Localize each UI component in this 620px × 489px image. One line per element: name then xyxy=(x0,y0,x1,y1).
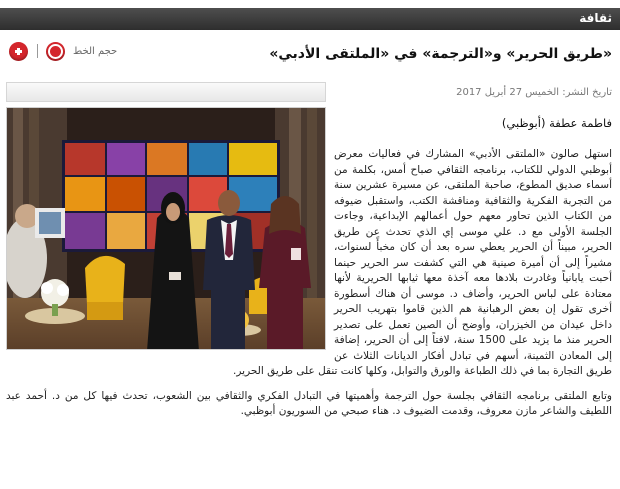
font-size-label: حجم الخط xyxy=(73,45,118,57)
photo-wrap-spacer xyxy=(6,147,334,358)
minus-circle-icon[interactable] xyxy=(46,42,65,61)
section-header-bar xyxy=(0,8,620,30)
article-headline: «طريق الحرير» و«الترجمة» في «الملتقى الأدبي» xyxy=(269,46,612,62)
article-author: فاطمة عطفة (أبوظبي) xyxy=(501,116,612,130)
publish-date: تاريخ النشر: الخميس 27 أبريل 2017 xyxy=(456,87,612,98)
font-size-controls xyxy=(9,41,117,61)
article-paragraph: استهل صالون «الملتقى الأدبي» المشارك في فعاليات معرض أبوظبي الدولي للكتاب، برنامجه الثقافي صباح أمس، بكلمة من أسماء صديق المطوع، صاحبة الملتقى، عن مسيرة عشرين سنة من التجربة الفكرية والثقافية ومناقشة الكتب، واستقبل ضيوفه من الكتاب الذين تحاور معهم حول أعمالهم الإبداعية، وجاءت الجلسة الأولى مع د. علي موسى إي الذي تحدث عن طريق الحرير، مبيناً أن الحرير يعطي سره بعد أن كان مخبأً لسنوات، مشيراً إلى أن أميرة صينية هي التي كشفت سر الحرير حينما أحبت يابانياً وغادرت بلادها معه آخذة معها ثيابها الحريرية لأنها معتادة على لباس الحرير، وأضاف د. موسى أن هناك أسطورة أخرى تقول إن بعض الرهبانية هم الذين قاموا بتهريب الحرير داخل عيدان من الخيزران، وأوضح أن الصين تعمل على تصدير الحرير منذ ما يزيد على 1500 سنة، لافتاً إلى أن الحرير، إضافة إلى المعادن الثمينة، أسهم في تبادل أفكار الديانات الثلاث عن طريق التجارة بما في ذلك الطباعة والورق والتوابل، وكلها كانت تنقل على طريق الحرير. xyxy=(233,148,612,377)
share-toolbar xyxy=(6,82,326,102)
article-body xyxy=(6,147,612,420)
plus-circle-icon[interactable] xyxy=(9,42,28,61)
article-paragraph: وتابع الملتقى برنامجه الثقافي بجلسة حول الترجمة وأهميتها في التبادل الفكري والثقافي بين الشعوب، تحدث فيها كل من د. أحمد عبد اللطيف والشاعر مازن معروف، وقدمت الضيوف د. هناء صبحي من السوريون أبوظبي. xyxy=(6,389,612,417)
separator xyxy=(37,44,38,58)
section-title: ثقافة xyxy=(579,11,612,25)
